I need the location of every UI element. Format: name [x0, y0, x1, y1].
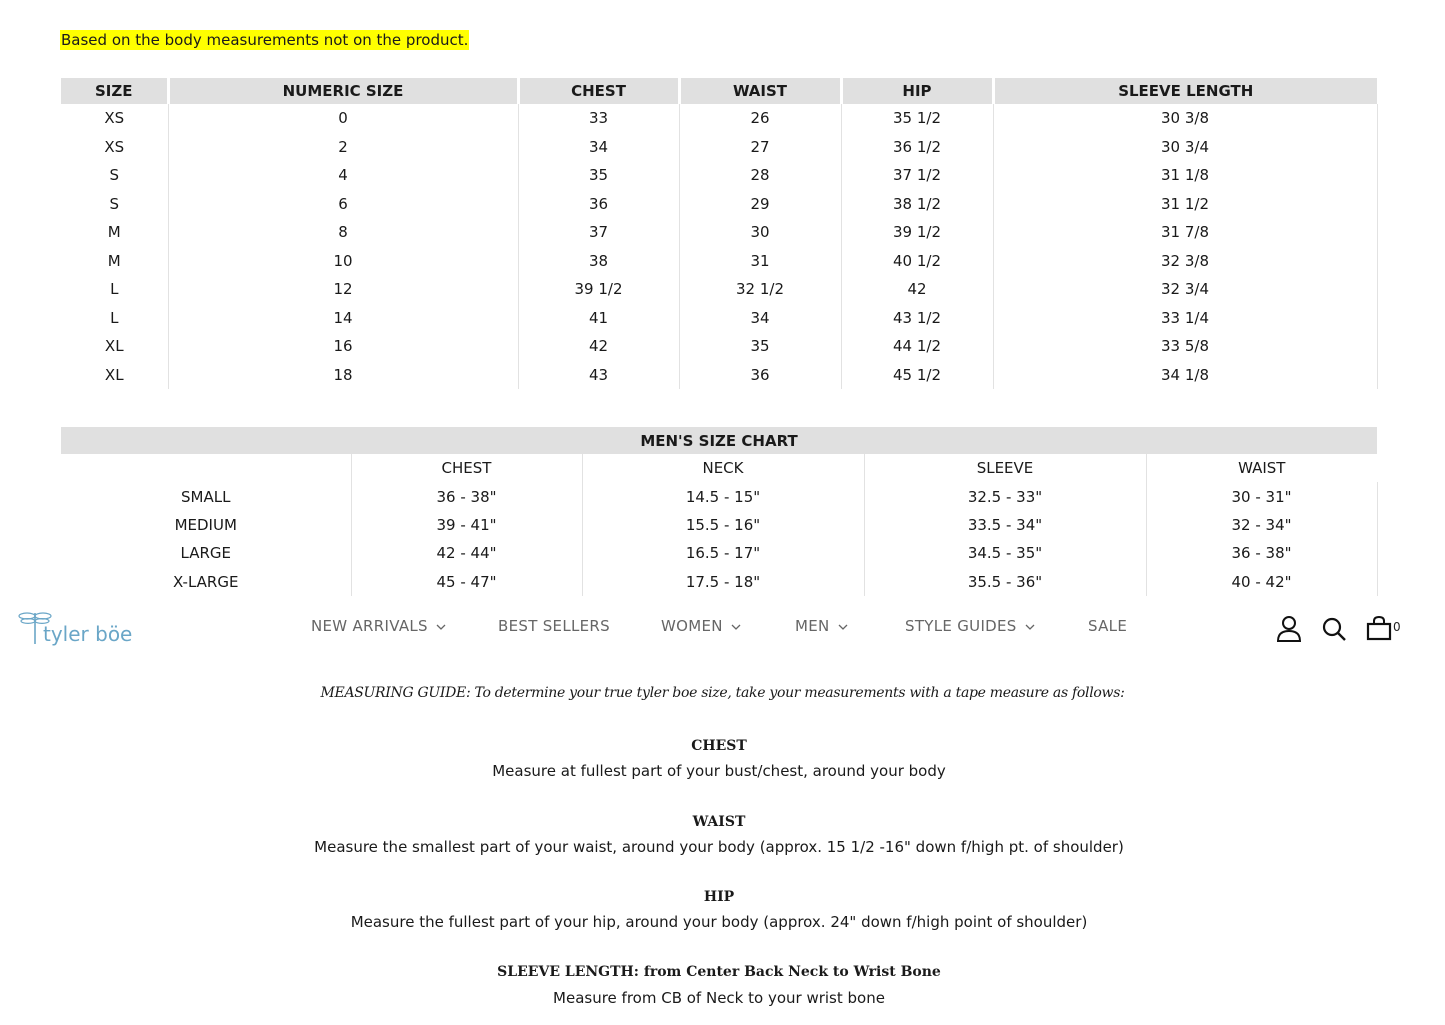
- table-cell: 36: [518, 190, 679, 219]
- guide-heading-chest: CHEST: [691, 738, 747, 754]
- site-header: [0, 600, 1445, 658]
- table-cell: 36 - 38": [351, 482, 582, 510]
- nav-style-guides[interactable]: [905, 617, 1035, 635]
- table-header-row: [61, 454, 1377, 482]
- table-cell: 33 5/8: [993, 332, 1377, 361]
- table-row: [61, 104, 1377, 133]
- column-header-hip: HIP: [841, 78, 993, 104]
- table-cell: XL: [104, 365, 124, 384]
- table-row: [61, 133, 1377, 162]
- table-cell: XS: [104, 137, 125, 156]
- table-cell: 34: [518, 133, 679, 162]
- table-cell: 14.5 - 15": [582, 482, 864, 510]
- table-row: [61, 511, 1377, 539]
- table-cell: 16: [168, 332, 518, 361]
- table-cell: 45 - 47": [351, 568, 582, 596]
- table-cell: 30 - 31": [1146, 482, 1377, 510]
- table-cell: 30 3/8: [993, 104, 1377, 133]
- mens-size-table: [61, 427, 1378, 596]
- table-cell: 34.5 - 35": [864, 539, 1146, 567]
- table-cell: 4: [168, 161, 518, 190]
- table-cell: MEDIUM: [174, 515, 237, 534]
- table-cell: 14: [168, 304, 518, 333]
- column-header-numeric-size: NUMERIC SIZE: [168, 78, 518, 104]
- nav-women[interactable]: [661, 617, 741, 635]
- table-cell: 31 1/8: [993, 161, 1377, 190]
- column-header-size: SIZE: [61, 78, 168, 104]
- search-icon[interactable]: [1321, 615, 1347, 643]
- table-cell: M: [107, 251, 121, 270]
- table-cell: 32 - 34": [1146, 511, 1377, 539]
- logo-text: tyler böe: [43, 622, 133, 646]
- table-cell: 35: [518, 161, 679, 190]
- table-cell: XL: [104, 337, 124, 356]
- nav-label: NEW ARRIVALS: [311, 617, 428, 635]
- nav-label: SALE: [1088, 617, 1128, 635]
- table-cell: 28: [679, 161, 841, 190]
- table-cell: 15.5 - 16": [582, 511, 864, 539]
- column-header-waist: WAIST: [1146, 454, 1377, 482]
- table-cell: 34: [679, 304, 841, 333]
- table-cell: L: [110, 308, 119, 327]
- column-header-size: [61, 454, 351, 482]
- table-cell: X-LARGE: [173, 572, 239, 591]
- table-cell: 36 1/2: [841, 133, 993, 162]
- nav-label: MEN: [795, 617, 830, 635]
- table-header-row: [61, 78, 1377, 104]
- table-row: [61, 190, 1377, 219]
- nav-best-sellers[interactable]: [498, 617, 610, 635]
- table-cell: 29: [679, 190, 841, 219]
- column-header-waist: WAIST: [679, 78, 841, 104]
- measuring-guide-title: MEASURING GUIDE: To determine your true tyler boe size, take your measurements with a tape measure as follows:: [320, 685, 1125, 701]
- table-row: [61, 482, 1377, 510]
- guide-text-hip: Measure the fullest part of your hip, around your body (approx. 24" down f/high point of shoulder): [350, 913, 1088, 931]
- table-cell: 35: [679, 332, 841, 361]
- table-cell: 31: [679, 247, 841, 276]
- table-cell: 26: [679, 104, 841, 133]
- table-row: [61, 275, 1377, 304]
- table-cell: 2: [168, 133, 518, 162]
- table-row: [61, 161, 1377, 190]
- table-cell: 43 1/2: [841, 304, 993, 333]
- table-row: [61, 361, 1377, 390]
- chevron-down-icon: [436, 624, 446, 630]
- nav-new-arrivals[interactable]: [311, 617, 446, 635]
- table-cell: 0: [168, 104, 518, 133]
- table-cell: 17.5 - 18": [582, 568, 864, 596]
- table-cell: 39 1/2: [518, 275, 679, 304]
- table-cell: 33.5 - 34": [864, 511, 1146, 539]
- table-cell: 43: [518, 361, 679, 390]
- table-cell: S: [109, 194, 120, 213]
- table-cell: 36 - 38": [1146, 539, 1377, 567]
- table-cell: 31 1/2: [993, 190, 1377, 219]
- table-cell: 42: [518, 332, 679, 361]
- column-header-sleeve-length: SLEEVE LENGTH: [993, 78, 1377, 104]
- table-row: [61, 247, 1377, 276]
- table-cell: 30 3/4: [993, 133, 1377, 162]
- table-cell: 32 1/2: [679, 275, 841, 304]
- table-cell: 40 - 42": [1146, 568, 1377, 596]
- chevron-down-icon: [1025, 624, 1035, 630]
- nav-men[interactable]: [795, 617, 848, 635]
- guide-heading-waist: WAIST: [692, 814, 746, 830]
- column-header-chest: CHEST: [351, 454, 582, 482]
- nav-sale[interactable]: [1088, 617, 1127, 635]
- guide-text-waist: Measure the smallest part of your waist, around your body (approx. 15 1/2 -16" down f/high pt. of shoulder): [314, 838, 1124, 856]
- table-cell: 32 3/4: [993, 275, 1377, 304]
- mens-size-chart-title: MEN'S SIZE CHART: [61, 427, 1377, 454]
- table-cell: 6: [168, 190, 518, 219]
- table-cell: 12: [168, 275, 518, 304]
- nav-label: STYLE GUIDES: [905, 617, 1017, 635]
- cart-icon[interactable]: [1366, 615, 1392, 643]
- table-cell: 33 1/4: [993, 304, 1377, 333]
- account-icon[interactable]: [1276, 615, 1302, 643]
- table-cell: 8: [168, 218, 518, 247]
- table-row: [61, 539, 1377, 567]
- table-cell: 27: [679, 133, 841, 162]
- chevron-down-icon: [838, 624, 848, 630]
- table-cell: 41: [518, 304, 679, 333]
- table-cell: SMALL: [181, 487, 231, 506]
- table-cell: 37: [518, 218, 679, 247]
- nav-label: WOMEN: [661, 617, 723, 635]
- table-row: [61, 568, 1377, 596]
- table-cell: 37 1/2: [841, 161, 993, 190]
- table-cell: 38: [518, 247, 679, 276]
- table-cell: XS: [104, 109, 125, 128]
- table-cell: 34 1/8: [993, 361, 1377, 390]
- table-cell: 38 1/2: [841, 190, 993, 219]
- chevron-down-icon: [731, 624, 741, 630]
- table-cell: 44 1/2: [841, 332, 993, 361]
- table-cell: M: [107, 223, 121, 242]
- table-cell: 31 7/8: [993, 218, 1377, 247]
- table-cell: 35.5 - 36": [864, 568, 1146, 596]
- nav-label: BEST SELLERS: [498, 617, 610, 635]
- measurement-note: Based on the body measurements not on the product.: [61, 31, 469, 49]
- table-cell: 32.5 - 33": [864, 482, 1146, 510]
- table-cell: 36: [679, 361, 841, 390]
- guide-text-chest: Measure at fullest part of your bust/chest, around your body: [492, 762, 946, 780]
- table-row: [61, 304, 1377, 333]
- cart-count: 0: [1393, 620, 1401, 634]
- table-cell: 32 3/8: [993, 247, 1377, 276]
- table-cell: 39 - 41": [351, 511, 582, 539]
- column-header-sleeve: SLEEVE: [864, 454, 1146, 482]
- table-cell: 35 1/2: [841, 104, 993, 133]
- guide-heading-sleeve-length: SLEEVE LENGTH: from Center Back Neck to Wrist Bone: [497, 964, 941, 980]
- table-cell: S: [109, 166, 120, 185]
- table-cell: LARGE: [180, 544, 231, 563]
- table-cell: 18: [168, 361, 518, 390]
- table-cell: 42: [841, 275, 993, 304]
- womens-size-table: [61, 78, 1378, 389]
- guide-text-sleeve-length: Measure from CB of Neck to your wrist bone: [553, 989, 885, 1007]
- table-row: [61, 332, 1377, 361]
- table-cell: 39 1/2: [841, 218, 993, 247]
- table-cell: 16.5 - 17": [582, 539, 864, 567]
- table-cell: 30: [679, 218, 841, 247]
- table-cell: 33: [518, 104, 679, 133]
- table-cell: L: [110, 280, 119, 299]
- table-cell: 45 1/2: [841, 361, 993, 390]
- table-cell: 10: [168, 247, 518, 276]
- table-row: [61, 218, 1377, 247]
- column-header-chest: CHEST: [518, 78, 679, 104]
- table-cell: 42 - 44": [351, 539, 582, 567]
- table-cell: 40 1/2: [841, 247, 993, 276]
- column-header-neck: NECK: [582, 454, 864, 482]
- guide-heading-hip: HIP: [703, 889, 735, 905]
